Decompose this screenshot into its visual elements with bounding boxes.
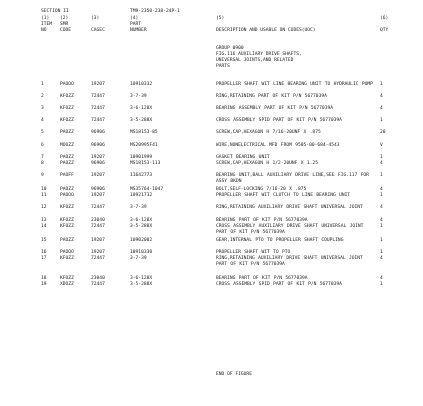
cagec: 23040 [91,218,105,223]
item-number: 15 [41,238,47,243]
quantity: 4 [380,94,383,99]
item-number: 1 [41,82,44,87]
quantity: 4 [380,187,383,192]
description: GASKET BEARING UNIT [216,155,270,160]
col-header-part-number: NUMBER [130,28,147,33]
cagec: 96906 [91,130,105,135]
col-num-4: (4) [130,16,139,21]
part-number: MS35764-1047 [130,187,164,192]
smr-code: PAOZZ [60,238,74,243]
item-number: 8 [41,161,44,166]
part-number: MS18153-85 [130,130,158,135]
description: BEARING UNIT,BALL AUXILIARY DRIVE LINE,SEE FIG.117 FOR ASSY BKDN [216,173,369,184]
part-number: 3-7-39 [130,94,147,99]
description: PROPELLER SHAFT WIT TO PTO [216,250,291,255]
table-row [0,256,423,270]
table-row [0,224,423,238]
col-num-3: (3) [91,16,100,21]
quantity: 1 [380,282,383,287]
quantity: 4 [380,106,383,111]
smr-code: XDOZZ [60,282,74,287]
cagec: 72447 [91,205,105,210]
cagec: 72447 [91,94,105,99]
smr-code: KFOZZ [60,218,74,223]
description: CROSS ASSEMBLY SPID PART OF KIT P/N 5677039A [216,118,342,123]
smr-code: PAOZZ [60,130,74,135]
quantity: 20 [380,130,386,135]
item-number: 11 [41,193,47,198]
cagec: 19207 [91,173,105,178]
col-part-line2: PART [130,22,142,27]
smr-code: PAOOO [60,193,74,198]
smr-code: KFOZZ [60,276,74,281]
part-number: 10910330 [130,250,153,255]
description: CROSS ASSEMBLY AUXILIARY DRIVE SHAFT UNIVERSAL JOINT PART OF KIT P/N 5677039A [216,224,364,235]
part-number: 3-6-128X [130,276,153,281]
item-number: 17 [41,256,47,261]
item-number: 16 [41,250,47,255]
quantity: 1 [380,82,383,87]
document-id: TM9-2350-238-24P-1 [130,9,180,14]
description: BOLT,SELF-LOCKING 7/16-20 X .875 [216,187,307,192]
quantity: V [380,143,383,148]
item-number: 18 [41,276,47,281]
quantity: 1 [380,250,383,255]
item-number: 12 [41,205,47,210]
description: GEAR,INTERNAL PTO TO PROPELLER SHAFT COUPLING [216,238,344,243]
col-header-qty: QTY [380,28,389,33]
quantity: 4 [380,205,383,210]
col-num-1: (1) [41,16,50,21]
col-num-2: (2) [60,16,69,21]
part-number: 3-6-128X [130,106,153,111]
item-number: 19 [41,282,47,287]
table-row [0,282,423,296]
quantity: 1 [380,193,383,198]
cagec: 72447 [91,118,105,123]
smr-code: KFOZZ [60,256,74,261]
cagec: 96906 [91,143,105,148]
cagec: 19207 [91,238,105,243]
part-number: MS18153-113 [130,161,161,166]
col-num-6: (6) [380,16,389,21]
part-number: 11642773 [130,173,153,178]
part-number: 3-6-128X [130,218,153,223]
figure-title-line1: FIG.116 AUXILIARY DRIVE SHAFTS, [216,52,302,57]
col-item-line2: ITEM [41,22,53,27]
smr-code: PAOOO [60,82,74,87]
item-number: 4 [41,118,44,123]
cagec: 72447 [91,224,105,229]
col-num-5: (5) [216,16,225,21]
col-header-description: DESCRIPTION AND USABLE ON CODES(UOC) [216,28,316,33]
smr-code: PAOZZ [60,161,74,166]
part-number: 3-5-288X [130,118,153,123]
smr-code: PAOFF [60,173,74,178]
item-number: 6 [41,143,44,148]
description: CROSS ASSEMBLY SPID PART OF KIT P/N 5677039A [216,282,342,287]
cagec: 96906 [91,187,105,192]
item-number: 10 [41,187,47,192]
group-line: GROUP 0900 [216,46,244,51]
smr-code: KFOZZ [60,224,74,229]
item-number: 5 [41,130,44,135]
part-number: 3-7-39 [130,256,147,261]
table-row [0,173,423,187]
table-row [0,130,423,144]
quantity: 4 [380,161,383,166]
smr-code: KFOZZ [60,94,74,99]
cagec: 19207 [91,155,105,160]
section-label: SECTION II [41,9,69,14]
description: WIRE,NONELECTRICAL MFD FROM 9505-00-684-4543 [216,143,340,148]
cagec: 19207 [91,250,105,255]
description: BEARING PART OF KIT P/N 5677039A [216,218,308,223]
smr-code: KFOZZ [60,118,74,123]
quantity: 4 [380,256,383,261]
quantity: 1 [380,224,383,229]
col-header-smr-code: CODE [60,28,72,33]
quantity: 4 [380,276,383,281]
item-number: 9 [41,173,44,178]
item-number: 14 [41,224,47,229]
description: RING,RETAINING PART OF KIT P/N 5677039A [216,94,327,99]
description: SCREW,CAP,HEXAGON H 7/16-20UNF X .875 [216,130,321,135]
figure-title-line3: PARTS [216,64,230,69]
part-number: 10902002 [130,238,153,243]
smr-code: PAOZZ [60,187,74,192]
description: PROPELLER SHAFT WIT CLUTCH TO LINE BEARING UNIT [216,193,351,198]
quantity: 1 [380,155,383,160]
cagec: 72447 [91,282,105,287]
cagec: 96906 [91,161,105,166]
cagec: 19207 [91,193,105,198]
part-number: 10921732 [130,193,153,198]
part-number: 10901999 [130,155,153,160]
end-of-figure: END OF FIGURE [216,372,252,377]
quantity: 1 [380,118,383,123]
description: BEARING PART OF KIT P/N 5677039A [216,276,308,281]
part-number: 10910332 [130,82,153,87]
smr-code: PAOZZ [60,155,74,160]
description: RING,RETAINING AUXILIARY DRIVE SHAFT UNIVERSAL JOINT PART OF KIT P/N 5677039A [216,256,363,267]
cagec: 19207 [91,82,105,87]
item-number: 3 [41,106,44,111]
smr-code: KFOZZ [60,106,74,111]
smr-code: PAOOO [60,250,74,255]
col-header-item-no: NO [41,28,47,33]
table-row [0,205,423,219]
part-number: 3-5-288X [130,282,153,287]
item-number: 2 [41,94,44,99]
figure-title-line2: UNIVERSAL JOINTS,AND RELATED [216,58,294,63]
cagec: 23040 [91,276,105,281]
description: SCREW,CAP,HEXAGON H 1/2-20UNF X 1.25 [216,161,318,166]
description: BEARING ASSEMBLY PART OF KIT P/N 5677039A [216,106,333,111]
description: RING,RETAINING AUXILIARY DRIVE SHAFT UNIVERSAL JOINT [216,205,363,210]
part-number: 3-7-39 [130,205,147,210]
col-header-cagec: CAGEC [91,28,105,33]
quantity: 4 [380,218,383,223]
quantity: 1 [380,238,383,243]
part-number: 3-5-288X [130,224,153,229]
smr-code: MOOZZ [60,143,74,148]
cagec: 72447 [91,106,105,111]
smr-code: KFOZZ [60,205,74,210]
item-number: 13 [41,218,47,223]
description: PROPELLER SHAFT WIT LINE BEARING UNIT TO HYDRAULIC PUMP [216,82,373,87]
part-number: MS20995F41 [130,143,158,148]
quantity: 1 [380,173,383,178]
col-smr-line2: SMR [60,22,69,27]
item-number: 7 [41,155,44,160]
cagec: 72447 [91,256,105,261]
